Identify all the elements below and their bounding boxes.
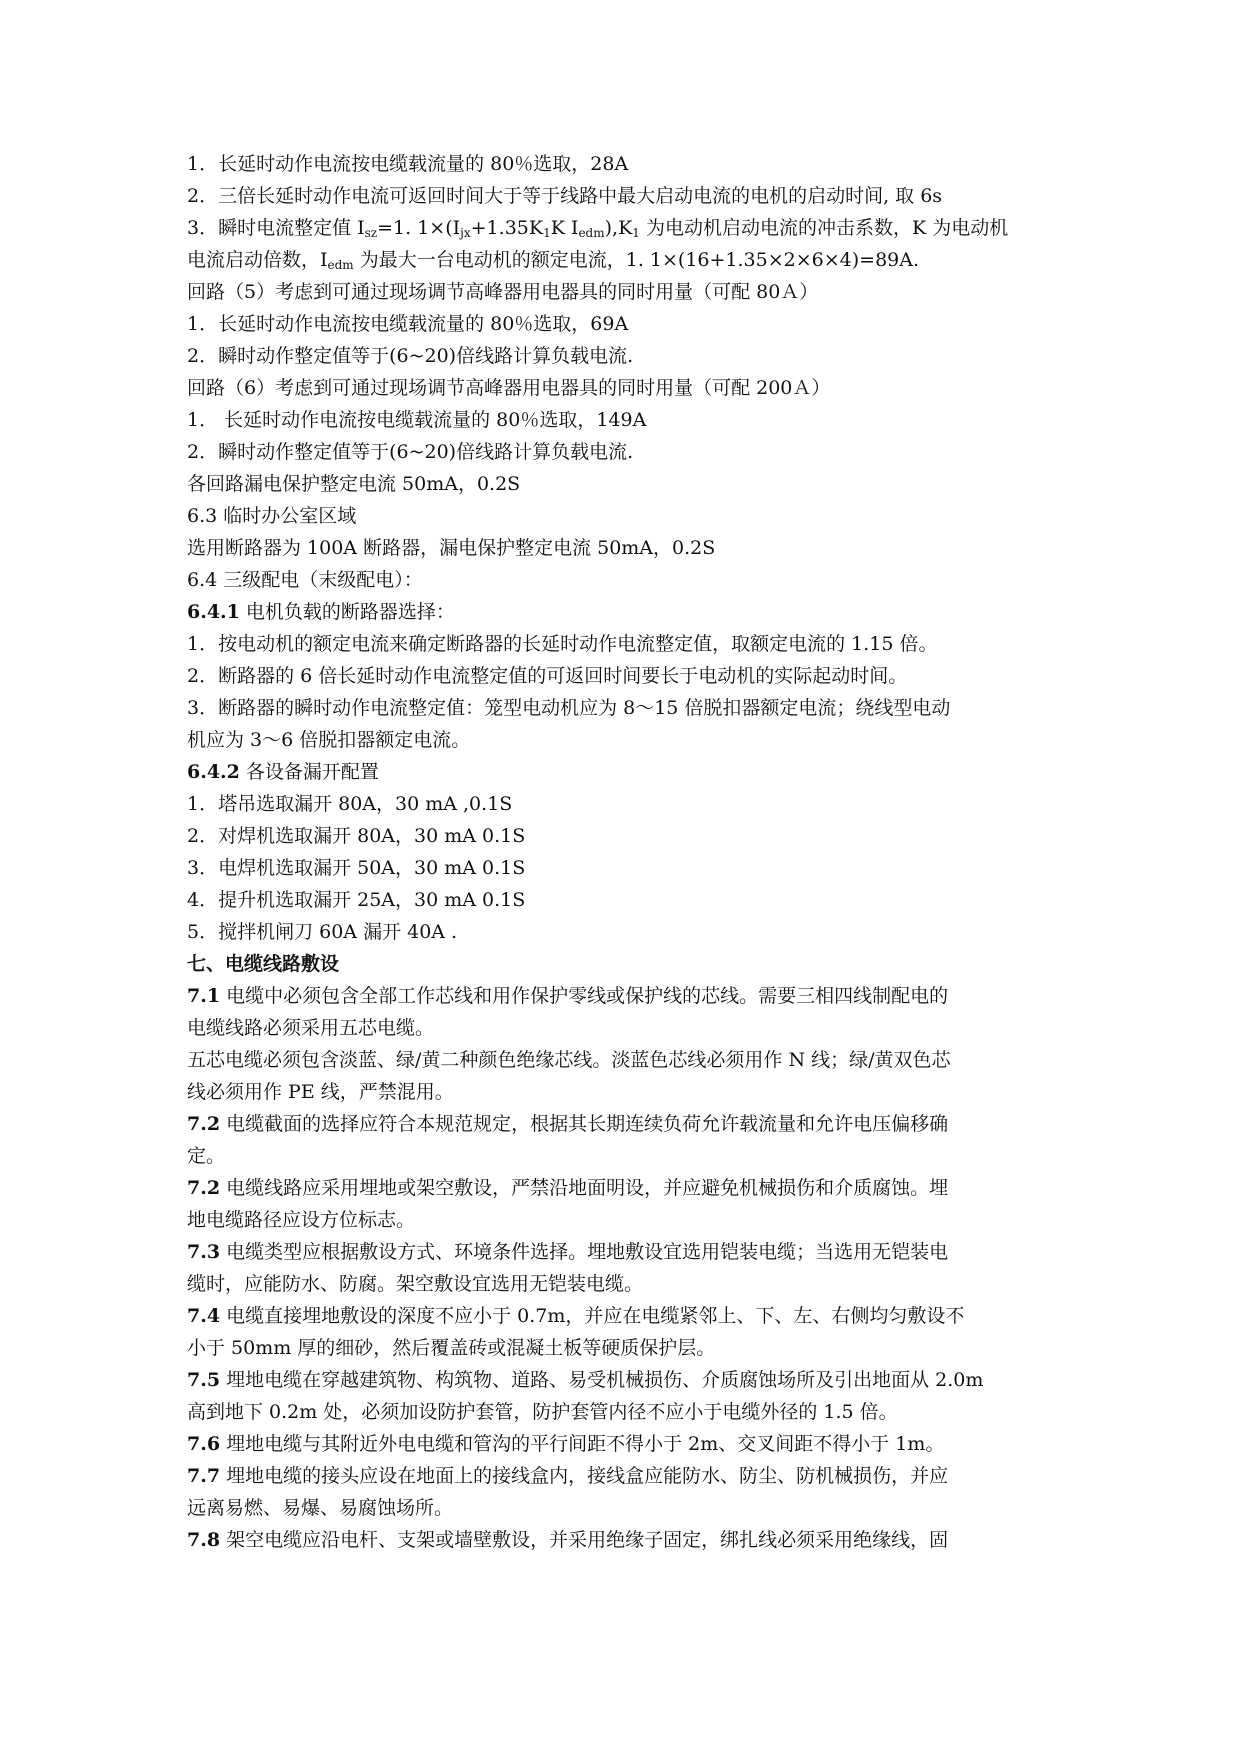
paragraph-line: 1．长延时动作电流按电缆载流量的 80％选取，28A [187,153,629,175]
paragraph-line: 2．瞬时动作整定值等于(6~20)倍线路计算负载电流. [187,345,634,367]
clause-line [187,1364,1057,1396]
clause-text: 埋地电缆的接头应设在地面上的接线盒内，接线盒应能防水、防尘、防机械损伤，并应 [220,1465,949,1487]
paragraph-line: 电缆线路必须采用五芯电缆。 [187,1017,435,1039]
clause-line [187,1524,1057,1556]
clause-number: 7.7 [187,1465,221,1487]
paragraph-line: 机应为 3～6 倍脱扣器额定电流。 [187,729,471,751]
section-number: 6.4.1 [187,601,240,623]
list-item: 5．搅拌机闸刀 60A 漏开 40A . [187,921,458,943]
list-item: 3．电焊机选取漏开 50A，30 mA 0.1S [187,857,526,879]
paragraph-line: 小于 50mm 厚的细砂，然后覆盖砖或混凝土板等硬质保护层。 [187,1337,716,1359]
document-page [187,148,1057,1556]
clause-text: 埋地电缆在穿越建筑物、构筑物、道路、易受机械损伤、介质腐蚀场所及引出地面从 2.0m [220,1369,984,1391]
clause-number: 7.6 [187,1433,221,1455]
formula-text: +1.35K [470,217,544,239]
section-text: 电机负载的断路器选择： [239,601,455,623]
formula-subscript: 1 [632,226,640,240]
clause-line [187,1428,1057,1460]
paragraph-line: 回路（6）考虑到可通过现场调节高峰器用电器具的同时用量（可配 200Ａ） [187,377,831,399]
formula-subscript: edm [327,258,354,272]
clause-line [187,1460,1057,1492]
paragraph-line: 线必须用作 PE 线，严禁混用。 [187,1081,454,1103]
clause-number: 7.3 [187,1241,221,1263]
formula-subscript: 1 [543,226,551,240]
clause-line [187,1172,1057,1204]
clause-text: 架空电缆应沿电杆、支架或墙壁敷设，并采用绝缘子固定，绑扎线必须采用绝缘线，固 [220,1529,949,1551]
section-text: 各设备漏开配置 [239,761,379,783]
formula-line [187,244,1057,276]
clause-number: 7.1 [187,985,221,1007]
clause-number: 7.2 [187,1177,221,1199]
clause-number: 7.8 [187,1529,221,1551]
section-title: 6.3 临时办公室区域 [187,505,357,527]
clause-number: 7.2 [187,1113,221,1135]
formula-subscript: edm [578,226,605,240]
formula-subscript: jx [460,226,471,240]
formula-text: ),K [604,217,633,239]
paragraph-line: 2．断路器的 6 倍长延时动作电流整定值的可返回时间要长于电动机的实际起动时间。 [187,665,908,687]
chapter-heading: 七、电缆线路敷设 [187,953,340,975]
subsection-title [187,756,1057,788]
formula-line [187,212,1057,244]
clause-text: 电缆线路应采用埋地或架空敷设，严禁沿地面明设，并应避免机械损伤和介质腐蚀。埋 [220,1177,949,1199]
paragraph-line: 1． 长延时动作电流按电缆载流量的 80％选取，149A [187,409,647,431]
clause-number: 7.5 [187,1369,221,1391]
clause-line [187,1300,1057,1332]
paragraph-line: 各回路漏电保护整定电流 50mA，0.2S [187,473,521,495]
formula-subscript: sz [364,226,378,240]
clause-text: 电缆直接埋地敷设的深度不应小于 0.7m，并应在电缆紧邻上、下、左、右侧均匀敷设不 [220,1305,965,1327]
paragraph-line: 选用断路器为 100A 断路器，漏电保护整定电流 50mA，0.2S [187,537,716,559]
formula-text: 为电动机启动电流的冲击系数，K 为电动机 [639,217,1009,239]
list-item: 1．塔吊选取漏开 80A，30 mA ,0.1S [187,793,513,815]
paragraph-line: 1．长延时动作电流按电缆载流量的 80％选取，69A [187,313,629,335]
section-number: 6.4.2 [187,761,240,783]
clause-line [187,980,1057,1012]
list-item: 4．提升机选取漏开 25A，30 mA 0.1S [187,889,526,911]
paragraph-line: 远离易燃、易爆、易腐蚀场所。 [187,1497,454,1519]
paragraph-line: 缆时，应能防水、防腐。架空敷设宜选用无铠装电缆。 [187,1273,644,1295]
formula-text: K I [550,217,579,239]
paragraph-line: 1．按电动机的额定电流来确定断路器的长延时动作电流整定值，取额定电流的 1.15 倍。 [187,633,938,655]
subsection-title [187,596,1057,628]
formula-text: 3．瞬时电流整定值 I [187,217,365,239]
paragraph-line: 高到地下 0.2m 处，必须加设防护套管，防护套管内径不应小于电缆外径的 1.5 倍。 [187,1401,898,1423]
formula-text: 电流启动倍数，I [187,249,328,271]
paragraph-line: 地电缆路径应设方位标志。 [187,1209,416,1231]
paragraph-line: 回路（5）考虑到可通过现场调节高峰器用电器具的同时用量（可配 80Ａ） [187,281,819,303]
clause-text: 电缆类型应根据敷设方式、环境条件选择。埋地敷设宜选用铠装电缆；当选用无铠装电 [220,1241,949,1263]
list-item: 2．对焊机选取漏开 80A，30 mA 0.1S [187,825,526,847]
formula-text: 为最大一台电动机的额定电流，1. 1×(16+1.35×2×6×4)=89A. [353,249,920,271]
paragraph-line: 五芯电缆必须包含淡蓝、绿/黄二种颜色绝缘芯线。淡蓝色芯线必须用作 N 线；绿/黄双色芯 [187,1049,951,1071]
clause-number: 7.4 [187,1305,221,1327]
formula-text: =1. 1×(I [377,217,461,239]
paragraph-line: 定。 [187,1145,226,1167]
paragraph-line: 2．三倍长延时动作电流可返回时间大于等于线路中最大启动电流的电机的启动时间, 取 6s [187,185,943,207]
clause-text: 电缆中必须包含全部工作芯线和用作保护零线或保护线的芯线。需要三相四线制配电的 [220,985,949,1007]
clause-line [187,1108,1057,1140]
section-title: 6.4 三级配电（末级配电）： [187,569,423,591]
paragraph-line: 2．瞬时动作整定值等于(6~20)倍线路计算负载电流. [187,441,634,463]
clause-text: 埋地电缆与其附近外电电缆和管沟的平行间距不得小于 2m、交叉间距不得小于 1m。 [220,1433,945,1455]
clause-line [187,1236,1057,1268]
clause-text: 电缆截面的选择应符合本规范规定，根据其长期连续负荷允许载流量和允许电压偏移确 [220,1113,949,1135]
paragraph-line: 3．断路器的瞬时动作电流整定值：笼型电动机应为 8～15 倍脱扣器额定电流；绕线型电动 [187,697,951,719]
